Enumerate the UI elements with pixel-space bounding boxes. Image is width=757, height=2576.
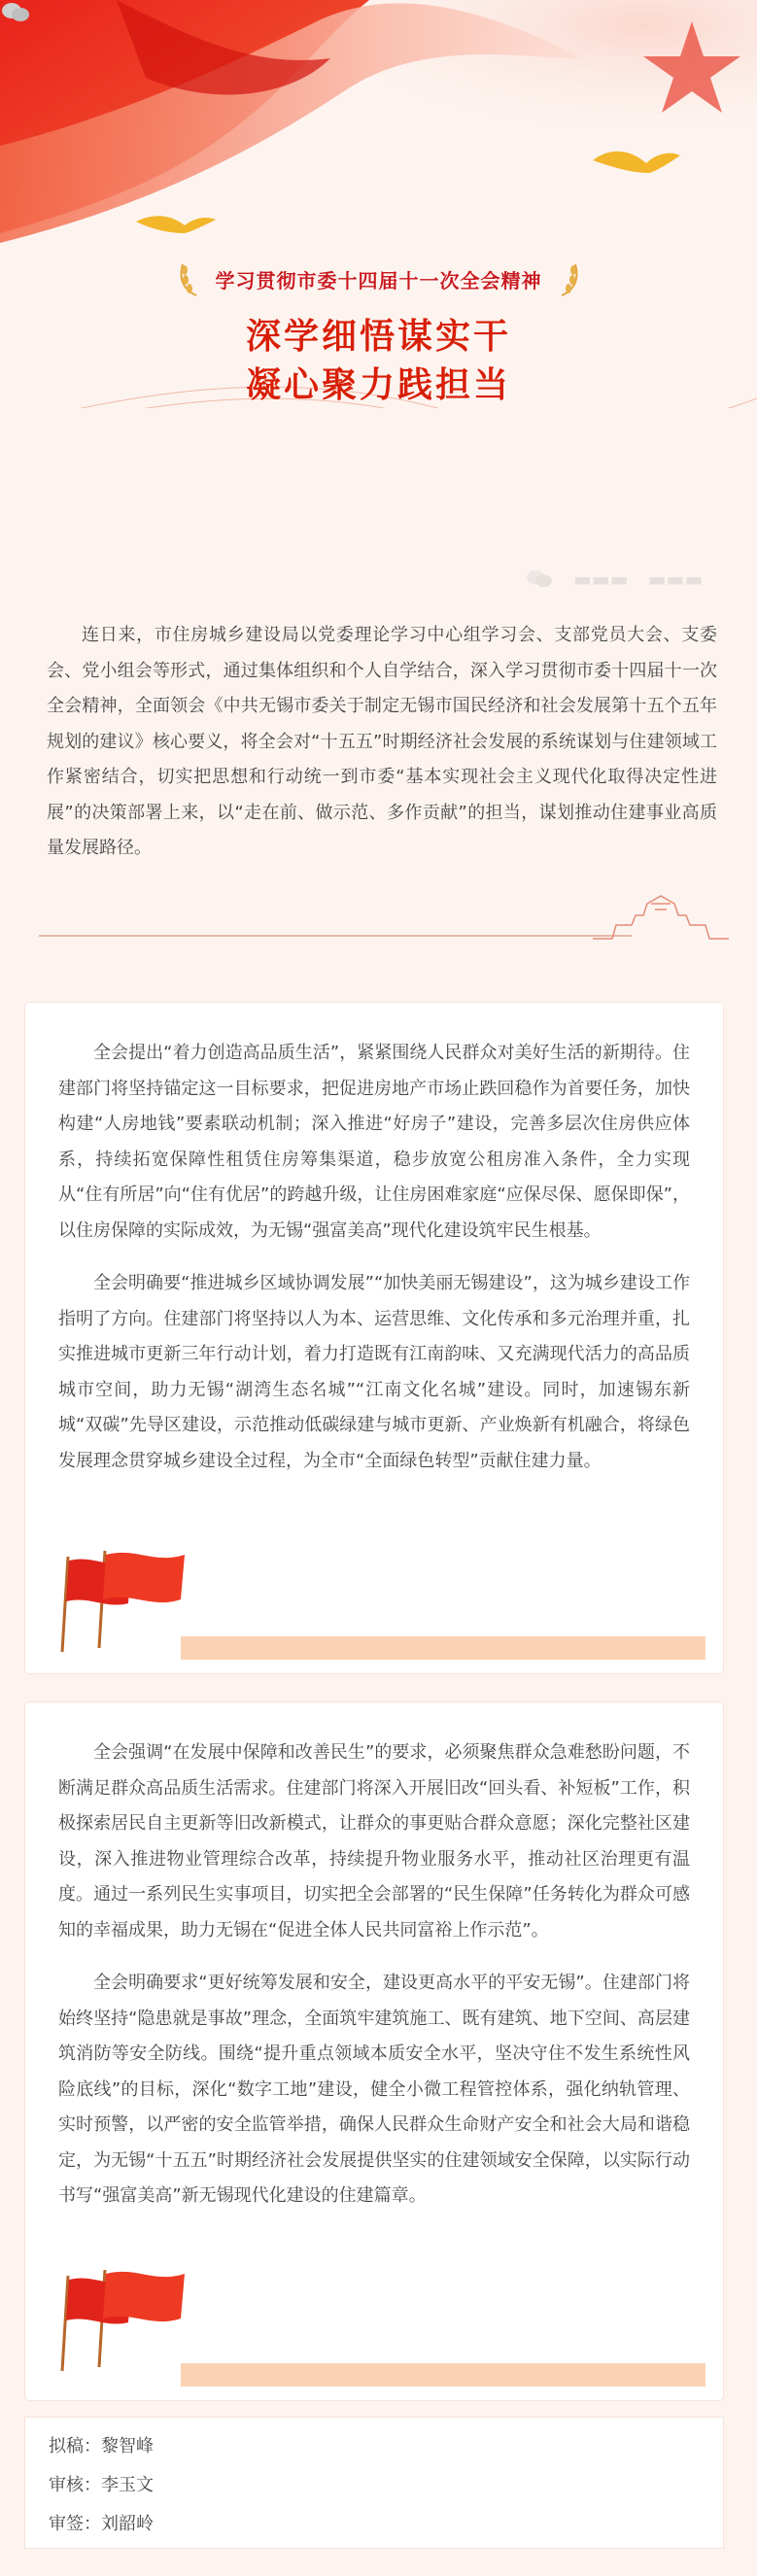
wechat-watermark-icon <box>0 0 31 23</box>
red-flags-icon <box>39 2266 204 2373</box>
card1-paragraph-2: 全会明确要“推进城乡区域协调发展”“加快美丽无锡建设”，这为城乡建设工作指明了方向。住建部门将坚持以人为本、运营思维、文化传承和多元治理并重，扎实推进城市更新三年行动计划，着力打造既有江南韵味、又充满现代活力的高品质城市空间，助力无锡“湖湾生态名城”“江南文化名城”建设。同时，加速锡东新城“双碳”先导区建设，示范推动低碳绿建与城市更新、产业焕新有机融合，将绿色发展理念贯穿城乡建设全过程，为全市“全面绿色转型”贡献住建力量。 <box>58 1273 690 1471</box>
card2-paragraph-1: 全会强调“在发展中保障和改善民生”的要求，必须聚焦群众急难愁盼问题，不断满足群众高品质生活需求。住建部门将深入开展旧改“回头看、补短板”工作，积极探索居民自主更新等旧改新模式，让群众的事更贴合群众意愿；深化完整社区建设，深入推进物业管理综合改革，持续提升物业服务水平，推动社区治理更有温度。通过一系列民生实事项目，切实把全会部署的“民生保障”任务转化为群众可感知的幸福成果，助力无锡在“促进全体人民共同富裕上作示范”。 <box>58 1742 690 1941</box>
watermark-block: ▬▬▬ <box>573 567 629 591</box>
credit-drafter: 拟稿：黎智峰 <box>49 2436 154 2456</box>
card2-paragraph-2: 全会明确要求“更好统筹发展和安全，建设更高水平的平安无锡”。住建部门将始终坚持“隐患就是事故”理念，全面筑牢建筑施工、既有建筑、地下空间、高层建筑消防等安全防线。围绕“提升重点领域本质安全水平，坚决守住不发生系统性风险底线”的目标，深化“数字工地”建设，健全小微工程管控体系，强化纳轨管理、实时预警，以严密的安全监管举措，确保人民群众生命财产安全和社会大局和谐稳定，为无锡“十五五”时期经济社会发展提供坚实的住建领域安全保障，以实际行动书写“强富美高”新无锡现代化建设的住建篇章。 <box>58 1973 690 2206</box>
card1-paragraph-1: 全会提出“着力创造高品质生活”，紧紧围绕人民群众对美好生活的新期待。住建部门将坚持锚定这一目标要求，把促进房地产市场止跌回稳作为首要任务，加快构建“人房地钱”要素联动机制；深入推进“好房子”建设，完善多层次住房供应体系，持续拓宽保障性租赁住房筹集渠道，稳步放宽公租房准入条件，全力实现从“住有所居”向“住有优居”的跨越升级，让住房困难家庭“应保尽保、愿保即保”，以住房保障的实际成效，为无锡“强富美高”现代化建设筑牢民生根基。 <box>58 1043 690 1241</box>
intro-text: 连日来，市住房城乡建设局以党委理论学习中心组学习会、支部党员大会、支委会、党小组会等形式，通过集体组织和个人自学结合，深入学习贯彻市委十四届十一次全会精神，全面领会《中共无锡市委关于制定无锡市国民经济和社会发展第十五个五年规划的建议》核心要义，将全会对“十五五”时期经济社会发展的系统谋划与住建领域工作紧密结合，切实把思想和行动统一到市委“基本实现社会主义现代化取得决定性进展”的决策部署上来，以“走在前、做示范、多作贡献”的担当，谋划推动住建事业高质量发展路径。 <box>47 625 717 858</box>
wechat-watermark-icon <box>525 567 554 589</box>
credits-box <box>25 2418 723 2548</box>
wheat-right-icon <box>556 260 581 297</box>
subtitle-row <box>0 260 757 297</box>
landmark-silhouette-icon <box>593 886 729 941</box>
account-watermark <box>525 567 703 591</box>
credit-reviewer: 审核：李玉文 <box>49 2475 154 2495</box>
credit-approver: 审签：刘韶岭 <box>49 2514 154 2534</box>
watermark-block: ▬▬▬ <box>647 567 704 591</box>
intro-paragraph <box>47 618 717 867</box>
page-title-line2: 凝心聚力践担当 <box>245 365 511 405</box>
page-title-line1: 深学细悟谋实干 <box>245 317 511 357</box>
subtitle: 学习贯彻市委十四届十一次全会精神 <box>215 268 542 292</box>
divider-line <box>39 935 632 937</box>
wheat-left-icon <box>177 260 202 297</box>
decorative-bar <box>181 1636 705 1660</box>
red-flags-icon <box>39 1547 204 1654</box>
content-card-2 <box>25 1702 723 2400</box>
decorative-bar <box>181 2363 705 2387</box>
content-card-1 <box>25 1003 723 1673</box>
